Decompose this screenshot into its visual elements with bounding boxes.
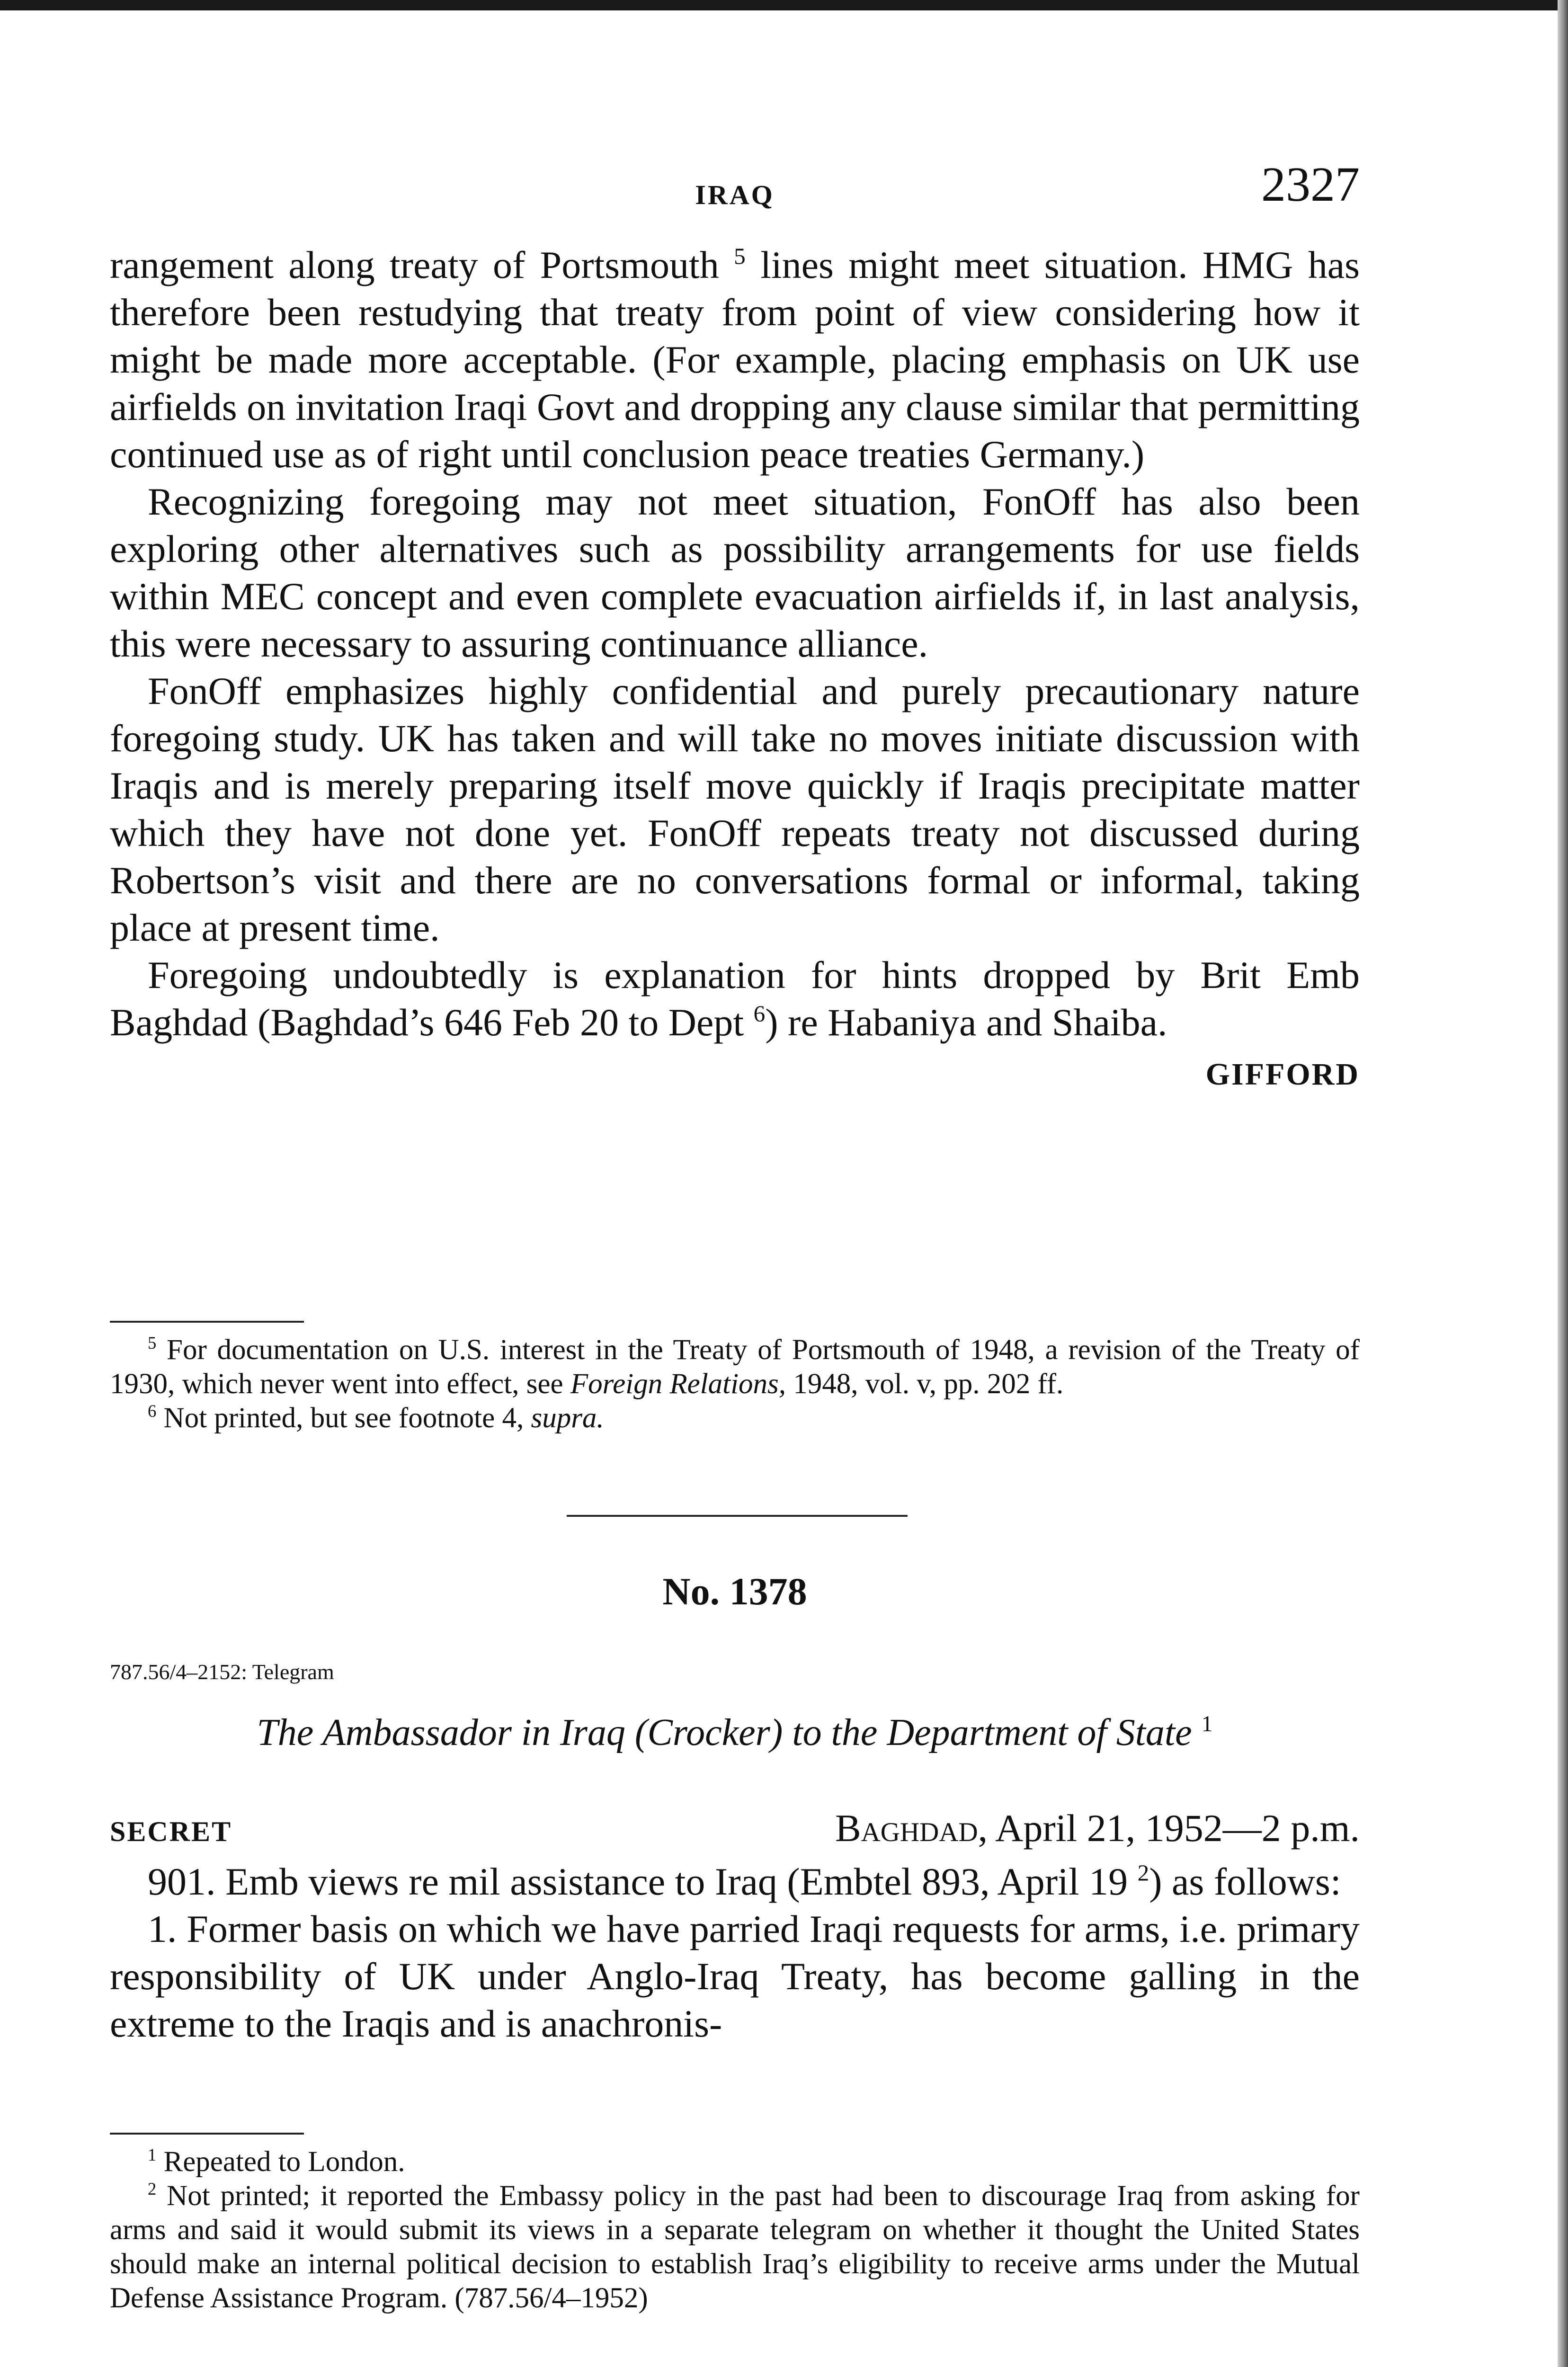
document-title-text: The Ambassador in Iraq (Crocker) to the Department of State [257, 1712, 1192, 1753]
section-divider [567, 1515, 908, 1517]
signature: GIFFORD [1205, 1057, 1360, 1092]
text-run: ) re Habaniya and Shaiba. [765, 1001, 1167, 1044]
telegram-body [110, 1858, 1360, 2047]
running-head [110, 156, 1360, 227]
footnote-ref: 6 [753, 1000, 766, 1027]
date: , April 21, 1952—2 p.m. [978, 1806, 1360, 1850]
footnote [110, 1333, 1360, 1401]
footnote-italic: Foreign Relations, [570, 1368, 786, 1400]
classification: SECRET [110, 1816, 232, 1847]
text-run: lines might meet situation. HMG has therefore been restudying that treaty from point of view considering how it might be made more acceptable. (For example, placing emphasis on UK use airfields on invitation Iraqi Govt and dropping any clause similar that permitting continued use as of right until conclusion peace treaties Germany.) [110, 243, 1360, 476]
place-date [835, 1806, 1360, 1851]
footnote [110, 2179, 1360, 2315]
file-reference: 787.56/4–2152: Telegram [110, 1660, 334, 1684]
footnotes-top [110, 1321, 1360, 1435]
place: Baghdad [835, 1806, 978, 1850]
footnote [110, 1401, 1360, 1435]
document-page [110, 0, 1360, 2367]
paragraph: Recognizing foregoing may not meet situation, FonOff has also been exploring other alternatives such as possibility arrangements for use fields within MEC concept and even complete evacuation airfields if, in last analysis, this were necessary to assuring continuance alliance. [110, 480, 1360, 665]
text-run: 901. Emb views re mil assistance to Iraq (Embtel 893, April 19 [148, 1860, 1138, 1903]
footnote-mark: 2 [148, 2179, 157, 2199]
page-binding-edge [1558, 0, 1568, 2367]
document-title [110, 1711, 1360, 1754]
footnote-ref: 5 [734, 243, 746, 269]
footnote-mark: 1 [148, 2145, 157, 2165]
footnote-text: 1948, vol. v, pp. 202 ff. [786, 1368, 1064, 1400]
footnote-ref: 2 [1137, 1860, 1149, 1886]
paragraph [110, 952, 1360, 1046]
footnote-text: Not printed, but see footnote 4, [156, 1402, 531, 1434]
paragraph [110, 241, 1360, 478]
text-run: rangement along treaty of Portsmouth [110, 243, 734, 286]
paragraph [110, 1858, 1360, 1905]
footnote-italic: supra. [531, 1402, 604, 1434]
footnote-ref: 1 [1201, 1711, 1213, 1737]
footnote-mark: 6 [148, 1401, 157, 1421]
document-number: No. 1378 [662, 1570, 807, 1613]
footnote-rule [110, 1321, 304, 1323]
text-run: ) as follows: [1149, 1860, 1341, 1903]
footnote-rule [110, 2133, 304, 2135]
running-head-title: IRAQ [695, 179, 775, 210]
footnote [110, 2145, 1360, 2179]
paragraph: 1. Former basis on which we have parried Iraqi requests for arms, i.e. primary responsibility of UK under Anglo-Iraq Treaty, has become galling in the extreme to the Iraqis and is anachronis- [110, 1907, 1360, 2045]
footnote-mark: 5 [148, 1333, 157, 1353]
footnotes-bottom [110, 2133, 1360, 2315]
text-run: Foregoing undoubtedly is explanation for hints dropped by Brit Emb Baghdad (Baghdad’s 646 Feb 20 to Dept [110, 953, 1360, 1044]
footnote-text: Repeated to London. [156, 2146, 405, 2178]
footnote-text: For documentation on U.S. interest in the Treaty of Portsmouth of 1948, a revision of the Treaty of 1930, which never went into effect, see [110, 1334, 1360, 1400]
continued-telegram-text [110, 241, 1360, 1098]
dateline [110, 1806, 1360, 1853]
footnote-text: Not printed; it reported the Embassy policy in the past had been to discourage Iraq from asking for arms and said it would submit its views in a separate telegram on whether it thought the United States should make an internal political decision to establish Iraq’s eligibility to receive arms under the Mutual Defense Assistance Program. (787.56/4–1952) [110, 2180, 1360, 2314]
paragraph: FonOff emphasizes highly confidential and purely precautionary nature foregoing study. UK has taken and will take no moves initiate discussion with Iraqis and is merely preparing itself move quickly if Iraqis precipitate matter which they have not done yet. FonOff repeats treaty not discussed during Robertson’s visit and there are no conversations formal or informal, taking place at present time. [110, 669, 1360, 949]
page-number: 2327 [1261, 157, 1360, 212]
